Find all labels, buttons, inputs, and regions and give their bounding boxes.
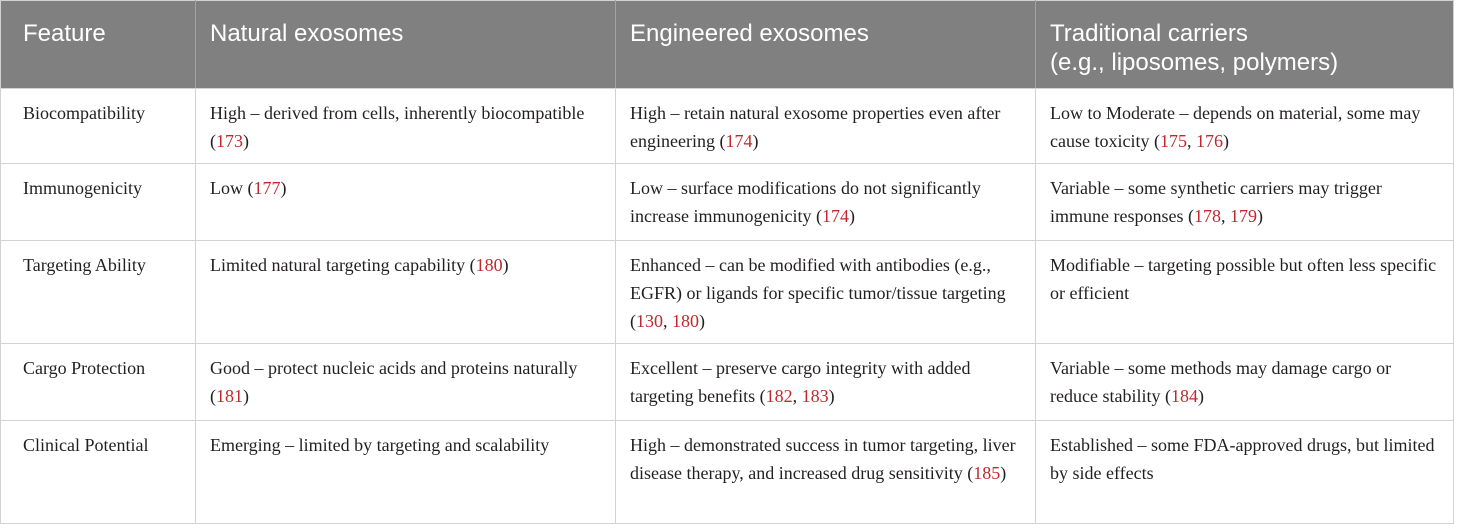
cell-text: ) (502, 255, 509, 275)
row-label-cell (1, 89, 196, 164)
citation-link[interactable]: 182 (765, 386, 793, 406)
cell-text: ) (752, 131, 759, 151)
cell-text: ) (699, 311, 705, 331)
row-label: Biocompatibility (23, 103, 145, 123)
cell-text: Modifiable – targeting possible but often less specific or efficient (1050, 255, 1437, 303)
cell-text: , (1220, 206, 1230, 226)
citation-link[interactable]: 183 (801, 386, 829, 406)
citation-link[interactable]: 184 (1170, 386, 1198, 406)
citation-link[interactable]: 177 (253, 178, 281, 198)
column-header-line: Natural exosomes (210, 20, 404, 47)
column-header (616, 1, 1036, 89)
table-cell (616, 89, 1036, 164)
cell-text: Excellent – preserve cargo integrity with added targeting benefits ( (630, 358, 971, 406)
row-label-cell (1, 344, 196, 421)
column-header-line: Feature (23, 20, 106, 47)
table-cell (1036, 89, 1454, 164)
cell-text: , (792, 386, 802, 406)
cell-text: Emerging – limited by targeting and scalability (210, 435, 550, 455)
cell-text: Limited natural targeting capability ( (210, 255, 476, 275)
citation-link[interactable]: 173 (216, 131, 243, 151)
table-cell (196, 164, 616, 241)
table-row (1, 241, 1454, 344)
table-row (1, 421, 1454, 524)
table-cell (1036, 421, 1454, 524)
citation-link[interactable]: 176 (1195, 131, 1223, 151)
column-header (1, 1, 196, 89)
table-cell (196, 89, 616, 164)
cell-text: Variable – some methods may damage cargo or reduce stability ( (1050, 358, 1392, 406)
table-cell (616, 421, 1036, 524)
cell-text: High – derived from cells, inherently biocompatible ( (210, 103, 585, 151)
table-row (1, 344, 1454, 421)
table-cell (196, 344, 616, 421)
citation-link[interactable]: 180 (672, 311, 699, 331)
table-header (1, 1, 1454, 89)
cell-text: Established – some FDA-approved drugs, but limited by side effects (1050, 435, 1435, 483)
row-label: Cargo Protection (23, 358, 146, 378)
citation-link[interactable]: 181 (216, 386, 243, 406)
table-cell (196, 421, 616, 524)
cell-text: High – demonstrated success in tumor targeting, liver disease therapy, and increased drug sensitivity ( (630, 435, 1016, 483)
cell-text: Low ( (210, 178, 254, 198)
row-label: Targeting Ability (23, 255, 146, 275)
column-header (196, 1, 616, 89)
cell-text: ) (1222, 131, 1229, 151)
table-cell (1036, 344, 1454, 421)
cell-text: Low – surface modifications do not significantly increase immunogenicity ( (630, 178, 981, 226)
citation-link[interactable]: 175 (1159, 131, 1187, 151)
cell-text: ) (1197, 386, 1204, 406)
cell-text: ) (1256, 206, 1263, 226)
cell-text: Enhanced – can be modified with antibodies (e.g., EGFR) or ligands for specific tumor/tissue targeting ( (630, 255, 1006, 331)
row-label: Immunogenicity (23, 178, 142, 198)
cell-text: ) (828, 386, 835, 406)
citation-link[interactable]: 174 (821, 206, 849, 226)
row-label-cell (1, 164, 196, 241)
column-header (1036, 1, 1454, 89)
row-label-cell (1, 421, 196, 524)
table-cell (616, 164, 1036, 241)
table-cell (616, 241, 1036, 344)
table-row (1, 164, 1454, 241)
cell-text: Good – protect nucleic acids and proteins naturally ( (210, 358, 578, 406)
table-cell (1036, 241, 1454, 344)
cell-text: ) (243, 131, 249, 151)
cell-text: , (1186, 131, 1196, 151)
cell-text: Low to Moderate – depends on material, some may cause toxicity ( (1050, 103, 1421, 151)
table-row (1, 89, 1454, 164)
citation-link[interactable]: 130 (636, 311, 663, 331)
column-header-line: (e.g., liposomes, polymers) (1050, 49, 1339, 76)
citation-link[interactable]: 178 (1193, 206, 1221, 226)
citation-link[interactable]: 180 (475, 255, 503, 275)
citation-link[interactable]: 185 (973, 463, 1001, 483)
table-cell (616, 344, 1036, 421)
citation-link[interactable]: 179 (1229, 206, 1257, 226)
cell-text: , (663, 311, 672, 331)
column-header-line: Traditional carriers (1050, 20, 1248, 47)
table-body (1, 89, 1454, 524)
cell-text: ) (1000, 463, 1007, 483)
citation-link[interactable]: 174 (725, 131, 753, 151)
cell-text: ) (848, 206, 855, 226)
cell-text: High – retain natural exosome properties even after engineering ( (630, 103, 1001, 151)
row-label: Clinical Potential (23, 435, 149, 455)
cell-text: ) (243, 386, 249, 406)
cell-text: Variable – some synthetic carriers may trigger immune responses ( (1050, 178, 1382, 226)
cell-text: ) (280, 178, 287, 198)
row-label-cell (1, 241, 196, 344)
table-cell (196, 241, 616, 344)
table-header-row (1, 1, 1454, 89)
table-cell (1036, 164, 1454, 241)
column-header-line: Engineered exosomes (630, 20, 869, 47)
